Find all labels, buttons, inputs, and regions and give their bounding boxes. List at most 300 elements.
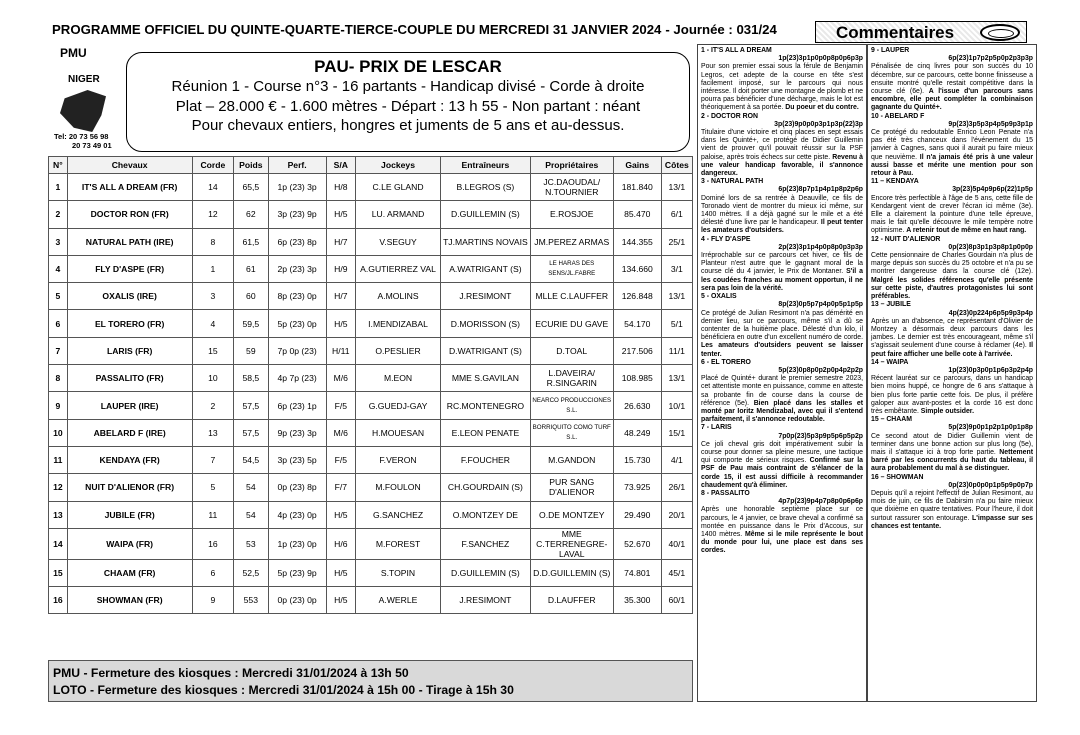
comment-entry — [701, 490, 863, 556]
comment-verdict: Même si le mile représente le bout du monde pour lui, une place est dans ses cordes. — [701, 530, 863, 555]
comment-text — [871, 195, 1033, 236]
comment-perf: 3p(23)9p0p0p3p1p3p(22)3p — [774, 120, 863, 128]
cell-poids: 57,5 — [234, 419, 268, 446]
comment-text — [871, 490, 1033, 531]
cell-poids: 57,5 — [234, 392, 268, 419]
commentaires-header — [815, 21, 1027, 43]
cell-owner: D.LAUFFER — [530, 587, 613, 614]
cell-owner: JM.PEREZ ARMAS — [530, 228, 613, 255]
comment-body: Encore très perfectible à l'âge de 5 ans, cette fille de Kendargent vient de crever l'écran ici même (3e). Elle a clairement la pointure d'une telle épreuve, mais le fait qu'elle découvre le mile tempère notre optimisme. — [871, 194, 1033, 235]
cell-number: 10 — [49, 419, 68, 446]
comment-text — [871, 433, 1033, 474]
comment-perf: 7p0p(23)5p3p9p5p6p5p2p — [778, 432, 863, 440]
comment-body: Dominé lors de sa rentrée à Deauville, ce fils de Toronado vient de montrer du mieux ici même, sur 1400 mètres. Il a déjà gagné sur le mile et a été délesté d'une livre par le handicapeur. — [701, 194, 863, 227]
cell-cote: 3/1 — [661, 255, 692, 282]
comment-perf: 9p(23)3p5p3p4p5p9p3p1p — [948, 120, 1033, 128]
comment-entry — [871, 416, 1033, 473]
cell-corde: 3 — [192, 283, 234, 310]
cell-poids: 54 — [234, 474, 268, 501]
comment-body: Pénalisée de cinq livres pour son succès du 10 décembre, sur ce parcours, cette bonne finisseuse a ensuite montré qu'elle restait compétitive dans la course clé (6e). — [871, 63, 1033, 96]
cell-sa: H/6 — [326, 528, 355, 559]
cell-horse: PASSALITO (FR) — [67, 365, 192, 392]
table-row — [49, 392, 693, 419]
table-row — [49, 528, 693, 559]
cell-jockey: C.LE GLAND — [355, 174, 440, 201]
logo-pmu-text: PMU — [60, 46, 87, 60]
cell-cote: 13/1 — [661, 283, 692, 310]
comment-text — [701, 310, 863, 359]
cell-poids: 65,5 — [234, 174, 268, 201]
comment-body: Ce joli cheval gris doit impérativement subir la course pour donner sa pleine mesure, une tactique qui comporte de sérieux risques. — [701, 440, 863, 465]
cell-owner: D.D.GUILLEMIN (S) — [530, 559, 613, 586]
cell-trainer: O.MONTZEY DE — [441, 501, 530, 528]
table-row — [49, 474, 693, 501]
cell-perf: 2p (23) 3p — [268, 255, 326, 282]
comment-perf: 4p(23)0p224p6p5p9p3p4p — [948, 309, 1033, 317]
niger-map-icon — [60, 90, 106, 132]
cell-perf: 0p (23) 8p — [268, 474, 326, 501]
cell-jockey: A.GUTIERREZ VAL — [355, 255, 440, 282]
table-row — [49, 255, 693, 282]
column-header: Chevaux — [67, 157, 192, 174]
cell-gains: 54.170 — [613, 310, 661, 337]
cell-trainer: RC.MONTENEGRO — [441, 392, 530, 419]
race-info-box — [126, 52, 690, 152]
logo-niger-text: NIGER — [68, 74, 100, 85]
comment-perf: 6p(23)1p7p2p5p0p2p3p3p — [948, 55, 1033, 63]
cell-trainer: D.GUILLEMIN (S) — [441, 559, 530, 586]
comment-body: Après un an d'absence, ce représentant d'Olivier de Montzey a désormais deux parcours dans les jambes. Le dernier est très encourageant, même s'il s'agissait seulement d'une course à réclamer (4e). — [871, 317, 1033, 350]
comment-entry — [871, 301, 1033, 358]
cell-jockey: O.PESLIER — [355, 337, 440, 364]
closing-times-footer — [48, 660, 693, 702]
cell-horse: LAUPER (IRE) — [67, 392, 192, 419]
cell-perf: 4p (23) 0p — [268, 501, 326, 528]
cell-owner: JC.DAOUDAL/ N.TOURNIER — [530, 174, 613, 201]
cell-perf: 6p (23) 1p — [268, 392, 326, 419]
cell-sa: H/7 — [326, 283, 355, 310]
comment-heading: 10 - ABELARD F — [871, 112, 925, 120]
race-line-2: Plat – 28.000 € - 1.600 mètres - Départ : 13 h 55 - Non partant : néant — [175, 97, 641, 115]
cell-jockey: V.SEGUY — [355, 228, 440, 255]
comment-body: Irréprochable sur ce parcours cet hiver, ce fils de Planteur n'est autre que le gagnant moral de la course clé du 4 janvier, le Prix de Montaner. — [701, 252, 863, 276]
comment-heading: 8 - PASSALITO — [701, 489, 750, 497]
comment-text — [871, 252, 1033, 301]
cell-sa: H/11 — [326, 337, 355, 364]
comment-verdict: Confirmé sur la PSF de Pau mais contraint de s'élancer de la corde 15, il est aussi difficile à recommander chaudement qu'à éliminer. — [701, 457, 863, 489]
comment-perf: 8p(23)0p5p7p4p0p5p1p5p — [778, 301, 863, 309]
table-row — [49, 174, 693, 201]
comment-perf: 3p(23)5p4p9p6p(22)1p5p — [952, 186, 1033, 194]
cell-number: 1 — [49, 174, 68, 201]
column-header: S/A — [326, 157, 355, 174]
cell-horse: NUIT D'ALIENOR (FR) — [67, 474, 192, 501]
comment-verdict: A retenir tout de même en haut rang. — [906, 227, 1027, 235]
comment-entry — [871, 236, 1033, 302]
cell-cote: 20/1 — [661, 501, 692, 528]
cell-gains: 48.249 — [613, 419, 661, 446]
comment-verdict: Nettement barré par les concurrents du haut du tableau, il aura probablement du mal à se distinguer. — [871, 448, 1033, 473]
cell-jockey: M.EON — [355, 365, 440, 392]
cell-sa: H/5 — [326, 559, 355, 586]
comment-body: Placé de Quinté+ durant le premier semestre 2023, cet attentiste monte en puissance, comme en atteste sa probante fin de course dans la course de référence (5e). — [701, 375, 863, 407]
cell-perf: 1p (23) 0p — [268, 528, 326, 559]
column-header: Perf. — [268, 157, 326, 174]
cell-owner: LE HARAS DES SENS/JL.FABRE — [530, 255, 613, 282]
comment-verdict: Simple outsider. — [920, 407, 975, 415]
cell-poids: 54,5 — [234, 446, 268, 473]
cell-trainer: D.MORISSON (S) — [441, 310, 530, 337]
comment-body: Ce protégé du redoutable Enrico Leon Penate n'a pas été très chanceux dans l'événement du 15 janvier à Cagnes, sans quoi il aurait pu faire mieux que neuvième. — [871, 129, 1033, 161]
cell-poids: 59 — [234, 337, 268, 364]
cell-trainer: TJ.MARTINS NOVAIS — [441, 228, 530, 255]
comment-heading: 9 - LAUPER — [871, 47, 910, 54]
cell-horse: JUBILE (FR) — [67, 501, 192, 528]
cell-owner: NEARCO PRODUCCIONES S.L. — [530, 392, 613, 419]
cell-poids: 553 — [234, 587, 268, 614]
comment-body: Ce protégé de Julian Resimont n'a pas démérité en dernier lieu, sur ce parcours, même s'il a dû se contenter de la huitième place. Délesté d'un kilo, il bénéficiera en outre d'un excellent numéro de corde. — [701, 309, 863, 342]
cell-number: 6 — [49, 310, 68, 337]
comment-text — [871, 375, 1033, 416]
magnifier-icon — [980, 24, 1020, 41]
comment-entry — [871, 178, 1033, 235]
cell-trainer: J.RESIMONT — [441, 283, 530, 310]
race-line-3: Pour chevaux entiers, hongres et juments de 5 ans et au-dessus. — [191, 117, 625, 134]
comment-verdict: Du poeur et du contre. — [785, 104, 859, 112]
table-row — [49, 587, 693, 614]
comment-entry — [871, 359, 1033, 416]
cell-trainer: F.SANCHEZ — [441, 528, 530, 559]
footer-pmu: PMU - Fermeture des kiosques : Mercredi 31/01/2024 à 13h 50 — [53, 666, 409, 680]
cell-gains: 134.660 — [613, 255, 661, 282]
comment-entry — [871, 113, 1033, 179]
comment-body: Depuis qu'il a rejoint l'effectif de Julian Resimont, au mois de juin, ce fils de Dabirsim n'a pu faire mieux que dixième en quatre tentatives. Pour l'heure, il doit surtout rassurer son entourage. — [871, 489, 1033, 522]
cell-corde: 4 — [192, 310, 234, 337]
cell-number: 12 — [49, 474, 68, 501]
cell-trainer: MME S.GAVILAN — [441, 365, 530, 392]
cell-perf: 5p (23) 9p — [268, 559, 326, 586]
comment-text — [701, 441, 863, 490]
cell-cote: 40/1 — [661, 528, 692, 559]
comment-text — [701, 129, 863, 178]
race-line-1: Réunion 1 - Course n°3 - 16 partants - Handicap divisé - Corde à droite — [171, 78, 645, 95]
cell-owner: ECURIE DU GAVE — [530, 310, 613, 337]
comment-verdict: Bien placé dans les stalles et monté par Ioritz Mendizabal, avec qui il s'entend parfaitement, il s'annonce redoutable. — [701, 399, 863, 424]
race-title: PAU- PRIX DE LESCAR — [314, 57, 502, 76]
comment-text — [871, 129, 1033, 178]
cell-trainer: A.WATRIGANT (S) — [441, 255, 530, 282]
comment-verdict: Il n'a jamais été pris à une valeur aussi basse et mérite une mention pour son retour à Pau. — [871, 153, 1033, 178]
comment-text — [701, 252, 863, 293]
cell-perf: 0p (23) 0p — [268, 587, 326, 614]
cell-perf: 1p (23) 3p — [268, 174, 326, 201]
comment-perf: 4p7p(23)9p4p7p8p0p6p6p — [778, 498, 863, 506]
cell-corde: 8 — [192, 228, 234, 255]
comment-perf: 2p(23)3p1p4p0p8p0p3p3p — [778, 243, 863, 251]
cell-trainer: F.FOUCHER — [441, 446, 530, 473]
runners-table — [48, 156, 693, 614]
cell-gains: 217.506 — [613, 337, 661, 364]
cell-owner: MLLE C.LAUFFER — [530, 283, 613, 310]
cell-corde: 6 — [192, 559, 234, 586]
cell-cote: 6/1 — [661, 201, 692, 228]
cell-number: 11 — [49, 446, 68, 473]
cell-corde: 15 — [192, 337, 234, 364]
cell-poids: 61 — [234, 255, 268, 282]
cell-gains: 181.840 — [613, 174, 661, 201]
comment-entry — [701, 359, 863, 425]
cell-number: 15 — [49, 559, 68, 586]
logo-tel — [54, 132, 112, 150]
comment-verdict: S'il a les coudées franches au moment opportun, il ne sera pas loin de la vérité. — [701, 268, 863, 292]
cell-horse: LARIS (FR) — [67, 337, 192, 364]
cell-jockey: H.MOUESAN — [355, 419, 440, 446]
cell-corde: 12 — [192, 201, 234, 228]
cell-jockey: M.FOREST — [355, 528, 440, 559]
comment-verdict: Il peut faire afficher une belle cote à l'arrivée. — [871, 342, 1033, 358]
cell-owner: M.GANDON — [530, 446, 613, 473]
comment-entry — [701, 424, 863, 490]
cell-poids: 61,5 — [234, 228, 268, 255]
pmu-niger-logo — [52, 46, 128, 156]
cell-number: 8 — [49, 365, 68, 392]
table-row — [49, 419, 693, 446]
cell-jockey: LU. ARMAND — [355, 201, 440, 228]
table-row — [49, 559, 693, 586]
comment-heading: 14 – WAIPA — [871, 358, 909, 366]
cell-poids: 58,5 — [234, 365, 268, 392]
comment-body: Récent lauréat sur ce parcours, dans un handicap bien moins huppé, ce hongre de 6 ans s'attaque à bien plus forte partie cette fois. De plus, il préfère galoper aux avant-postes et la corde 16 est donc très embêtante. — [871, 375, 1033, 415]
cell-cote: 26/1 — [661, 474, 692, 501]
cell-sa: H/5 — [326, 501, 355, 528]
comment-verdict: Malgré les solides références qu'elle présente sur cette piste, d'autres protagonistes lui sont préférables. — [871, 276, 1033, 301]
comment-perf: 1p(23)3p1p0p0p8p0p6p3p — [778, 55, 863, 63]
cell-trainer: D.GUILLEMIN (S) — [441, 201, 530, 228]
comment-perf: 5p(23)0p8p0p2p0p4p2p2p — [778, 366, 863, 374]
cell-perf: 3p (23) 9p — [268, 201, 326, 228]
comment-text — [701, 195, 863, 236]
comment-entry — [701, 293, 863, 359]
comment-text — [871, 63, 1033, 112]
cell-sa: H/5 — [326, 201, 355, 228]
cell-owner: MME C.TERRENEGRE-LAVAL — [530, 528, 613, 559]
table-row — [49, 337, 693, 364]
cell-number: 7 — [49, 337, 68, 364]
cell-sa: F/5 — [326, 446, 355, 473]
cell-gains: 85.470 — [613, 201, 661, 228]
cell-horse: FLY D'ASPE (FR) — [67, 255, 192, 282]
cell-number: 13 — [49, 501, 68, 528]
cell-number: 5 — [49, 283, 68, 310]
comment-body: Ce second atout de Didier Guillemin vient de terminer dans une bonne action sur plus long (5e), mais il s'attaque ici à trop forte partie. — [871, 432, 1033, 456]
cell-number: 9 — [49, 392, 68, 419]
cell-horse: IT'S ALL A DREAM (FR) — [67, 174, 192, 201]
comment-perf: 5p(23)9p0p1p2p1p0p1p8p — [948, 424, 1033, 432]
cell-number: 2 — [49, 201, 68, 228]
comment-body: Après une honorable septième place sur ce parcours, le 4 janvier, ce brave cheval a confirmé sa montée en puissance dans le Prix d'Accous, sur 1400 mètres. — [701, 506, 863, 538]
cell-perf: 9p (23) 3p — [268, 419, 326, 446]
comment-heading: 15 – CHAAM — [871, 416, 912, 424]
cell-gains: 52.670 — [613, 528, 661, 559]
comment-entry — [871, 47, 1033, 113]
cell-horse: DOCTOR RON (FR) — [67, 201, 192, 228]
cell-sa: H/7 — [326, 228, 355, 255]
comments-column-1 — [697, 44, 867, 702]
cell-owner: E.ROSJOE — [530, 201, 613, 228]
table-row — [49, 365, 693, 392]
table-row — [49, 201, 693, 228]
cell-corde: 10 — [192, 365, 234, 392]
cell-perf: 5p (23) 0p — [268, 310, 326, 337]
comment-verdict: A l'issue d'un parcours sans encombre, elle peut compléter la combinaison gagnante du Quinté+. — [871, 88, 1033, 112]
footer-loto: LOTO - Fermeture des kiosques : Mercredi 31/01/2024 à 15h 00 - Tirage à 15h 30 — [53, 683, 514, 697]
comment-heading: 13 – JUBILE — [871, 301, 911, 309]
cell-owner: D.TOAL — [530, 337, 613, 364]
cell-perf: 6p (23) 8p — [268, 228, 326, 255]
table-row — [49, 310, 693, 337]
cell-gains: 15.730 — [613, 446, 661, 473]
cell-poids: 52,5 — [234, 559, 268, 586]
program-title: PROGRAMME OFFICIEL DU QUINTE-QUARTE-TIERCE-COUPLE DU MERCREDI 31 JANVIER 2024 — [52, 22, 662, 37]
cell-number: 16 — [49, 587, 68, 614]
cell-jockey: G.GUEDJ-GAY — [355, 392, 440, 419]
cell-gains: 108.985 — [613, 365, 661, 392]
cell-cote: 11/1 — [661, 337, 692, 364]
column-header: N° — [49, 157, 68, 174]
comment-heading: 2 - DOCTOR RON — [701, 112, 758, 120]
cell-number: 4 — [49, 255, 68, 282]
comment-verdict: Il peut tenter les amateurs d'outsiders. — [701, 219, 863, 235]
table-body — [49, 174, 693, 614]
cell-cote: 5/1 — [661, 310, 692, 337]
column-header: Jockeys — [355, 157, 440, 174]
cell-horse: OXALIS (IRE) — [67, 283, 192, 310]
table-row — [49, 228, 693, 255]
cell-poids: 60 — [234, 283, 268, 310]
column-header: Côtes — [661, 157, 692, 174]
cell-trainer: CH.GOURDAIN (S) — [441, 474, 530, 501]
column-header: Gains — [613, 157, 661, 174]
cell-corde: 16 — [192, 528, 234, 559]
cell-cote: 4/1 — [661, 446, 692, 473]
comment-perf: 6p(23)8p7p1p4p1p8p2p6p — [778, 186, 863, 194]
cell-cote: 15/1 — [661, 419, 692, 446]
cell-cote: 60/1 — [661, 587, 692, 614]
comment-heading: 12 - NUIT D'ALIENOR — [871, 235, 941, 243]
cell-trainer: E.LEON PENATE — [441, 419, 530, 446]
comment-heading: 1 - IT'S ALL A DREAM — [701, 47, 772, 54]
cell-owner: PUR SANG D'ALIENOR — [530, 474, 613, 501]
cell-jockey: G.SANCHEZ — [355, 501, 440, 528]
cell-corde: 14 — [192, 174, 234, 201]
cell-poids: 53 — [234, 528, 268, 559]
column-header: Corde — [192, 157, 234, 174]
cell-gains: 26.630 — [613, 392, 661, 419]
comment-heading: 7 - LARIS — [701, 424, 732, 432]
cell-horse: ABELARD F (IRE) — [67, 419, 192, 446]
cell-jockey: A.WERLE — [355, 587, 440, 614]
comment-heading: 11 – KENDAYA — [871, 178, 919, 186]
cell-jockey: S.TOPIN — [355, 559, 440, 586]
comment-heading: 5 - OXALIS — [701, 293, 737, 301]
program-title-bar — [52, 22, 812, 42]
comment-entry — [701, 236, 863, 293]
comment-text — [871, 318, 1033, 359]
cell-gains: 29.490 — [613, 501, 661, 528]
cell-owner: O.DE MONTZEY — [530, 501, 613, 528]
comment-text — [701, 375, 863, 424]
comment-body: Pour son premier essai sous la férule de Benjamin Legros, cet adepte de la course en tête s'est facilement imposé, sur le parcours qui nous intéresse. Il doit porter une montagne de plomb et ne pourra pas bénéficier d'une décharge, mais le lot est théoriquement à sa portée. — [701, 63, 863, 112]
cell-horse: SHOWMAN (FR) — [67, 587, 192, 614]
cell-cote: 10/1 — [661, 392, 692, 419]
cell-cote: 45/1 — [661, 559, 692, 586]
cell-perf: 3p (23) 5p — [268, 446, 326, 473]
column-header: Entraîneurs — [441, 157, 530, 174]
cell-horse: KENDAYA (FR) — [67, 446, 192, 473]
cell-cote: 13/1 — [661, 174, 692, 201]
comment-perf: 0p(23)8p3p1p3p8p1p0p0p — [948, 243, 1033, 251]
comment-body: Titulaire d'une victoire et cinq places en sept essais dans les Quinté+, ce protégé de Didier Guillemin vient de prouver qu'il pouvait réussir sur la PSF paloise, après trois échecs sur cette piste. — [701, 129, 863, 161]
cell-horse: WAIPA (FR) — [67, 528, 192, 559]
cell-sa: M/6 — [326, 365, 355, 392]
comment-verdict: Les amateurs d'outsiders peuvent se laisser tenter. — [701, 342, 863, 358]
cell-sa: H/5 — [326, 310, 355, 337]
cell-corde: 13 — [192, 419, 234, 446]
comment-entry — [871, 474, 1033, 531]
cell-jockey: A.MOLINS — [355, 283, 440, 310]
cell-corde: 2 — [192, 392, 234, 419]
comment-perf: 1p(23)0p3p0p1p6p3p2p4p — [948, 366, 1033, 374]
table-row — [49, 283, 693, 310]
cell-gains: 35.300 — [613, 587, 661, 614]
cell-poids: 62 — [234, 201, 268, 228]
comment-verdict: L'impasse sur ses chances est tentante. — [871, 514, 1033, 530]
cell-perf: 7p 0p (23) — [268, 337, 326, 364]
cell-cote: 25/1 — [661, 228, 692, 255]
cell-poids: 59,5 — [234, 310, 268, 337]
cell-sa: F/7 — [326, 474, 355, 501]
comment-text — [701, 506, 863, 555]
cell-gains: 74.801 — [613, 559, 661, 586]
cell-corde: 7 — [192, 446, 234, 473]
cell-number: 3 — [49, 228, 68, 255]
cell-corde: 9 — [192, 587, 234, 614]
cell-corde: 5 — [192, 474, 234, 501]
cell-gains: 73.925 — [613, 474, 661, 501]
tel-2: 20 73 49 01 — [72, 141, 112, 150]
cell-sa: M/6 — [326, 419, 355, 446]
comment-heading: 16 – SHOWMAN — [871, 473, 924, 481]
comment-heading: 6 - EL TORERO — [701, 358, 751, 366]
column-header: Propriétaires — [530, 157, 613, 174]
cell-corde: 1 — [192, 255, 234, 282]
journee: - Journée : 031/24 — [665, 22, 777, 37]
cell-gains: 144.355 — [613, 228, 661, 255]
comment-heading: 3 - NATURAL PATH — [701, 178, 764, 186]
comment-entry — [701, 178, 863, 235]
comment-perf: 0p(23)0p0p0p1p5p9p0p7p — [948, 481, 1033, 489]
tel-1: Tel: 20 73 56 98 — [54, 132, 109, 141]
column-header: Poids — [234, 157, 268, 174]
comment-text — [701, 63, 863, 112]
table-row — [49, 446, 693, 473]
comment-entry — [701, 47, 863, 113]
comment-body: Cette pensionnaire de Charles Gourdain n'a plus de marge depuis son succès du 25 octobre et n'a pu se montrer dangereuse dans la course clé (12e). — [871, 252, 1033, 276]
table-header-row — [49, 157, 693, 174]
cell-trainer: J.RESIMONT — [441, 587, 530, 614]
cell-corde: 11 — [192, 501, 234, 528]
comment-verdict: Revenu à une valeur handicap favorable, il s'annonce dangereux. — [701, 153, 863, 178]
